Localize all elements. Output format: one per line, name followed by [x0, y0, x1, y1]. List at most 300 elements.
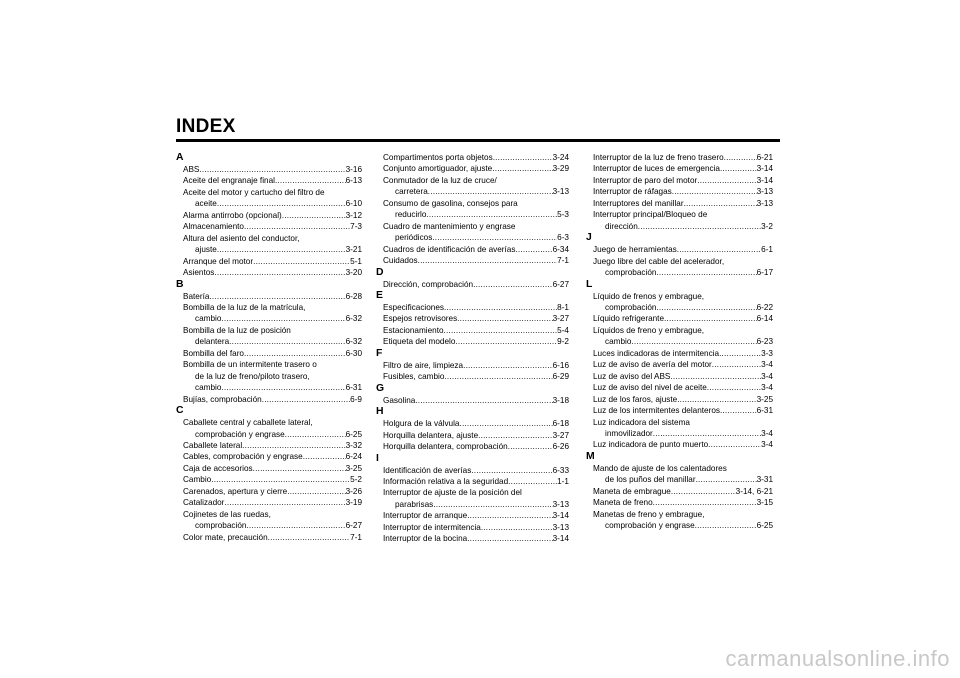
dot-leader	[463, 360, 553, 371]
index-entry-page: 3-4	[761, 440, 773, 450]
index-entry-line: Manetas de freno y embrague,	[593, 509, 705, 519]
index-entry-line-with-page	[383, 371, 569, 382]
index-entry-line-with-page	[593, 302, 773, 313]
index-entry-page: 6-27	[552, 279, 569, 289]
index-entry-line-with-page	[183, 175, 362, 186]
index-entry-line-with-page	[593, 348, 773, 359]
index-entry	[586, 186, 773, 197]
dot-leader	[444, 325, 558, 336]
index-entry-line: Bombilla de la luz de posición	[183, 325, 291, 335]
index-entry	[176, 291, 362, 302]
index-entry-line: Aceite del motor y cartucho del filtro de	[183, 187, 325, 197]
index-entry-text: Interruptor de la luz de freno trasero	[593, 153, 724, 162]
index-entry-line-with-page	[383, 533, 569, 544]
index-entry-page: 3-29	[552, 164, 569, 174]
index-entry-text: Cambio	[183, 475, 212, 485]
index-entry-page: 3-25	[345, 463, 362, 473]
index-entry-line: Luz indicadora del sistema	[593, 417, 690, 427]
index-entry-line: Interruptor de ajuste de la posición del	[383, 488, 522, 498]
index-entry	[176, 164, 362, 175]
index-entry-line-with-page	[593, 439, 773, 450]
index-entry-line-with-page	[183, 244, 362, 255]
dot-leader	[217, 198, 346, 209]
index-entry-line-with-page	[593, 497, 773, 508]
index-entry	[586, 348, 773, 359]
index-entry-text: comprobación	[605, 268, 657, 278]
index-entry-page: 7-1	[557, 256, 569, 266]
index-entry	[376, 441, 569, 452]
index-entry	[176, 532, 362, 543]
index-entry	[586, 509, 773, 532]
index-entry-line-with-page	[183, 474, 362, 485]
index-entry-line-with-page	[383, 186, 569, 197]
index-entry-page: 6-29	[552, 372, 569, 382]
index-entry-page: 8-1	[557, 302, 569, 312]
dot-leader	[418, 255, 558, 266]
index-entry-page: 5-3	[557, 210, 569, 220]
index-entry	[376, 244, 569, 255]
index-entry	[586, 209, 773, 232]
dot-leader	[672, 186, 757, 197]
index-entry-line-with-page	[383, 255, 569, 266]
index-entry	[176, 221, 362, 232]
index-entry-text: Cuidados	[383, 256, 418, 266]
index-entry-text: Fusibles, cambio	[383, 372, 445, 382]
title-rule	[176, 139, 780, 142]
index-entry	[586, 497, 773, 508]
index-entry-text: Información relativa a la seguridad	[383, 476, 509, 486]
index-entry-text: de los puños del manillar	[605, 475, 696, 485]
dot-leader	[268, 532, 351, 543]
index-entry-line-with-page	[593, 221, 773, 232]
index-entry	[376, 152, 569, 163]
index-entry-line-with-page	[593, 175, 773, 186]
dot-leader	[253, 256, 350, 267]
index-entry-line-with-page	[183, 267, 362, 278]
index-entry-text: comprobación y engrase	[605, 521, 695, 531]
index-entry-page: 6-32	[345, 314, 362, 324]
index-entry-page: 5-4	[557, 325, 569, 335]
index-column-3	[586, 152, 773, 532]
index-entry-line-with-page	[383, 232, 569, 243]
index-entry-page: 3-27	[552, 314, 569, 324]
index-entry	[586, 417, 773, 440]
index-entry-line: de la luz de freno/piloto trasero,	[195, 371, 310, 381]
index-entry	[376, 302, 569, 313]
index-entry-text: Caja de accesorios	[183, 463, 253, 473]
index-entry-text: Líquido refrigerante	[593, 314, 665, 324]
index-entry-line-with-page	[593, 186, 773, 197]
index-entry-line-with-page	[383, 441, 569, 452]
index-entry-page: 3-13	[756, 187, 773, 197]
index-entry-page: 3-16	[345, 165, 362, 174]
index-entry-page: 1-1	[557, 476, 569, 486]
index-letter-heading: B	[176, 278, 184, 290]
index-entry-line-with-page	[183, 520, 362, 531]
index-entry-page: 3-21	[345, 245, 362, 255]
dot-leader	[467, 533, 552, 544]
index-entry-text: Alarma antirrobo (opcional)	[183, 210, 282, 220]
dot-leader	[492, 163, 552, 174]
dot-leader	[481, 522, 553, 533]
index-entry	[176, 325, 362, 348]
dot-leader	[631, 336, 756, 347]
index-entry	[586, 486, 773, 497]
index-letter-heading: J	[586, 232, 592, 244]
dot-leader	[467, 510, 552, 521]
index-entry	[176, 474, 362, 485]
dot-leader	[433, 499, 552, 510]
index-entry-page: 6-27	[345, 521, 362, 531]
index-entry-text: ABS	[183, 165, 200, 174]
index-entry-line-with-page	[383, 499, 569, 510]
index-entry-page: 7-3	[350, 222, 362, 232]
index-entry	[586, 244, 773, 255]
dot-leader	[493, 152, 553, 163]
index-entry-page: 6-25	[345, 429, 362, 439]
index-entry-text: Carenados, apertura y cierre	[183, 486, 288, 496]
index-entry-page: 3-4	[761, 383, 773, 393]
index-entry-page: 7-1	[350, 532, 362, 542]
index-entry-page: 3-4	[761, 428, 773, 438]
index-entry-line-with-page	[383, 302, 569, 313]
index-entry-page: 3-4	[761, 371, 773, 381]
index-entry-line-with-page	[183, 336, 362, 347]
index-entry-text: comprobación	[605, 302, 657, 312]
index-entry-text: Horquilla delantera, comprobación	[383, 442, 508, 452]
index-entry-page: 6-33	[552, 465, 569, 475]
dot-leader	[262, 394, 350, 405]
index-entry-line-with-page	[183, 394, 362, 405]
index-entry-text: Bujías, comprobación	[183, 394, 262, 404]
dot-leader	[428, 186, 553, 197]
dot-leader	[719, 348, 761, 359]
index-entry	[176, 451, 362, 462]
index-entry	[176, 210, 362, 221]
index-entry	[376, 522, 569, 533]
index-entry-text: Bombilla del faro	[183, 348, 244, 358]
index-entry-line-with-page	[183, 198, 362, 209]
index-entry-text: Luz de aviso del nivel de aceite	[593, 383, 707, 393]
index-entry-page: 6-25	[756, 521, 773, 531]
index-entry-line: Bombilla de la luz de la matrícula,	[183, 302, 306, 312]
index-entry-page: 3-19	[345, 498, 362, 508]
page-title: INDEX	[176, 116, 236, 137]
index-entry-line: Juego libre del cable del acelerador,	[593, 256, 725, 266]
index-entry	[586, 256, 773, 279]
index-entry-page: 3-14	[552, 534, 569, 544]
index-entry-text: dirección	[605, 221, 638, 231]
index-entry	[376, 465, 569, 476]
index-letter-heading: M	[586, 450, 595, 462]
dot-leader	[508, 476, 557, 487]
dot-leader	[285, 429, 346, 440]
index-letter-heading: I	[376, 452, 379, 464]
index-entry-line-with-page	[593, 313, 773, 324]
index-entry-page: 6-14	[756, 314, 773, 324]
index-entry-page: 3-32	[345, 440, 362, 450]
index-entry-line-with-page	[383, 510, 569, 521]
dot-leader	[708, 439, 761, 450]
index-entry-line-with-page	[383, 244, 569, 255]
index-entry-text: inmovilizador	[605, 428, 653, 438]
index-entry-line-with-page	[383, 360, 569, 371]
dot-leader	[656, 267, 756, 278]
dot-leader	[229, 336, 345, 347]
index-entry-page: 6-16	[552, 360, 569, 370]
index-entry-line-with-page	[593, 486, 773, 497]
index-entry-text: Holgura de la válvula	[383, 419, 460, 429]
index-entry-text: Color mate, precaución	[183, 532, 268, 542]
index-entry-line-with-page	[593, 198, 773, 209]
index-entry	[376, 487, 569, 510]
dot-leader	[426, 209, 557, 220]
index-entry-page: 3-13	[756, 198, 773, 208]
dot-leader	[656, 302, 756, 313]
index-entry	[176, 497, 362, 508]
index-entry-line-with-page	[383, 325, 569, 336]
index-entry-line-with-page	[383, 522, 569, 533]
index-entry	[176, 440, 362, 451]
dot-leader	[478, 430, 552, 441]
index-entry-line: Líquidos de freno y embrague,	[593, 325, 705, 335]
index-entry-page: 6-31	[756, 406, 773, 416]
dot-leader	[653, 497, 757, 508]
index-entry-text: Maneta de embrague	[593, 486, 671, 496]
dot-leader	[242, 440, 345, 451]
index-entry-line-with-page	[593, 336, 773, 347]
index-entry-text: Asientos	[183, 268, 215, 278]
index-entry-line-with-page	[183, 486, 362, 497]
index-entry-text: Almacenamiento	[183, 222, 244, 232]
index-entry-page: 6-17	[756, 268, 773, 278]
index-letter-heading: F	[376, 347, 383, 359]
index-entry-page: 6-1	[761, 245, 773, 255]
index-entry	[376, 163, 569, 174]
index-entry-page: 5-2	[350, 475, 362, 485]
index-entry	[376, 371, 569, 382]
index-entry-line-with-page	[383, 209, 569, 220]
index-entry	[586, 313, 773, 324]
dot-leader	[671, 486, 736, 497]
index-entry	[176, 486, 362, 497]
dot-leader	[244, 348, 346, 359]
index-entry-line-with-page	[183, 532, 362, 543]
index-entry-line: Bombilla de un intermitente trasero o	[183, 360, 317, 370]
index-entry	[176, 187, 362, 210]
dot-leader	[720, 163, 757, 174]
index-entry	[176, 463, 362, 474]
index-entry-line-with-page	[593, 520, 773, 531]
index-entry-line-with-page	[183, 210, 362, 221]
index-entry-page: 3-13	[552, 187, 569, 197]
dot-leader	[287, 486, 345, 497]
index-entry	[376, 325, 569, 336]
index-entry-text: comprobación	[195, 521, 247, 531]
index-entry-page: 3-14	[756, 164, 773, 174]
index-entry-line-with-page	[383, 430, 569, 441]
dot-leader	[707, 382, 761, 393]
index-entry-text: delantera	[195, 337, 230, 347]
index-entry-text: Gasolina	[383, 395, 416, 405]
index-entry	[376, 313, 569, 324]
index-entry-line-with-page	[593, 267, 773, 278]
index-entry-line-with-page	[183, 256, 362, 267]
dot-leader	[508, 441, 553, 452]
index-entry-page: 6-18	[552, 419, 569, 429]
index-entry	[176, 509, 362, 532]
dot-leader	[677, 244, 761, 255]
index-entry	[376, 336, 569, 347]
dot-leader	[455, 336, 557, 347]
dot-leader	[199, 164, 345, 175]
index-entry-text: Especificaciones	[383, 302, 444, 312]
dot-leader	[459, 418, 552, 429]
index-entry-text: Conjunto amortiguador, ajuste	[383, 164, 493, 174]
index-entry-text: cambio	[195, 314, 222, 324]
index-entry-text: Identificación de averías	[383, 465, 472, 475]
index-entry-page: 3-18	[552, 395, 569, 405]
index-entry-text: Aceite del engranaje final	[183, 176, 275, 186]
index-entry-text: carretera	[395, 187, 428, 197]
dot-leader	[724, 152, 757, 163]
index-entry	[586, 325, 773, 348]
index-entry-page: 3-3	[761, 348, 773, 358]
index-entry-page: 3-15	[756, 498, 773, 508]
index-entry-line-with-page	[183, 164, 362, 175]
index-entry-line-with-page	[183, 291, 362, 302]
index-entry-text: periódicos	[395, 233, 433, 243]
index-entry	[376, 175, 569, 198]
index-entry-line-with-page	[183, 497, 362, 508]
dot-leader	[211, 474, 350, 485]
index-entry-page: 6-34	[552, 244, 569, 254]
index-entry-text: Luz de aviso de avería del motor	[593, 360, 712, 370]
index-entry-text: Maneta de freno	[593, 498, 653, 508]
index-entry	[376, 510, 569, 521]
index-entry-text: Luces indicadoras de intermitencia	[593, 348, 720, 358]
index-entry	[376, 255, 569, 266]
dot-leader	[444, 302, 557, 313]
index-entry-page: 6-3	[557, 233, 569, 243]
index-entry	[586, 394, 773, 405]
dot-leader	[697, 175, 756, 186]
index-entry	[176, 348, 362, 359]
dot-leader	[244, 221, 350, 232]
index-entry-page: 6-26	[552, 442, 569, 452]
index-entry	[376, 533, 569, 544]
index-entry	[376, 279, 569, 290]
index-entry-text: cambio	[195, 383, 222, 393]
index-entry-line: Interruptor principal/Bloqueo de	[593, 210, 708, 220]
index-letter-heading: E	[376, 289, 383, 301]
index-entry	[376, 360, 569, 371]
dot-leader	[638, 221, 761, 232]
index-entry-text: Interruptor de intermitencia	[383, 522, 481, 532]
index-entry	[376, 418, 569, 429]
index-entry-line-with-page	[593, 394, 773, 405]
index-entry-page: 6-32	[345, 337, 362, 347]
index-entry-page: 9-2	[557, 337, 569, 347]
index-entry-page: 3-4	[761, 360, 773, 370]
dot-leader	[515, 244, 552, 255]
index-entry-text: Dirección, comprobación	[383, 279, 474, 289]
index-entry-line-with-page	[183, 348, 362, 359]
index-entry	[176, 359, 362, 393]
dot-leader	[684, 198, 757, 209]
index-entry-text: Compartimentos porta objetos	[383, 153, 493, 162]
index-entry	[176, 175, 362, 186]
index-entry	[176, 256, 362, 267]
index-entry-text: Interruptor de arranque	[383, 511, 468, 521]
index-letter-heading: L	[586, 278, 593, 290]
index-letter-heading: D	[376, 266, 384, 278]
dot-leader	[214, 267, 345, 278]
index-entry-line-with-page	[383, 395, 569, 406]
index-entry-line-with-page	[593, 163, 773, 174]
index-entry-page: 6-13	[345, 176, 362, 186]
index-entry-line-with-page	[593, 371, 773, 382]
index-entry-text: Juego de herramientas	[593, 245, 677, 255]
index-entry-line-with-page	[593, 359, 773, 370]
index-entry-page: 6-28	[345, 291, 362, 301]
index-entry-text: Espejos retrovisores	[383, 314, 458, 324]
dot-leader	[696, 474, 757, 485]
index-entry-line-with-page	[383, 163, 569, 174]
index-entry-line: Altura del asiento del conductor,	[183, 233, 300, 243]
index-entry-text: Filtro de aire, limpieza	[383, 360, 464, 370]
index-entry-text: cambio	[605, 337, 632, 347]
dot-leader	[221, 382, 345, 393]
index-entry-line: Cojinetes de las ruedas,	[183, 509, 271, 519]
dot-leader	[720, 405, 757, 416]
index-entry	[376, 198, 569, 221]
index-entry-page: 6-9	[350, 394, 362, 404]
index-entry	[586, 371, 773, 382]
index-entry-line-with-page	[383, 313, 569, 324]
index-entry-line-with-page	[383, 336, 569, 347]
dot-leader	[653, 428, 761, 439]
dot-leader	[224, 497, 345, 508]
dot-leader	[253, 463, 346, 474]
index-entry	[376, 395, 569, 406]
dot-leader	[695, 520, 757, 531]
index-entry	[376, 221, 569, 244]
index-entry	[586, 198, 773, 209]
index-entry-text: Catalizador	[183, 498, 225, 508]
index-entry-line: Mando de ajuste de los calentadores	[593, 463, 727, 473]
index-entry-page: 6-23	[756, 337, 773, 347]
index-entry-text: Cables, comprobación y engrase	[183, 452, 303, 462]
index-entry-page: 3-2	[761, 221, 773, 231]
dot-leader	[471, 465, 552, 476]
dot-leader	[275, 175, 346, 186]
index-entry-line-with-page	[593, 244, 773, 255]
index-entry-text: parabrisas	[395, 499, 434, 509]
index-entry	[586, 382, 773, 393]
index-entry-page: 3-27	[552, 430, 569, 440]
index-letter-heading: C	[176, 405, 184, 417]
index-entry-page: 5-1	[350, 256, 362, 266]
index-entry-text: Etiqueta del modelo	[383, 337, 456, 347]
index-entry-line-with-page	[593, 405, 773, 416]
index-entry	[586, 463, 773, 486]
index-entry-line-with-page	[183, 463, 362, 474]
dot-leader	[473, 279, 553, 290]
index-entry-line-with-page	[593, 152, 773, 163]
index-entry-page: 6-10	[345, 199, 362, 209]
index-entry-line-with-page	[593, 428, 773, 439]
